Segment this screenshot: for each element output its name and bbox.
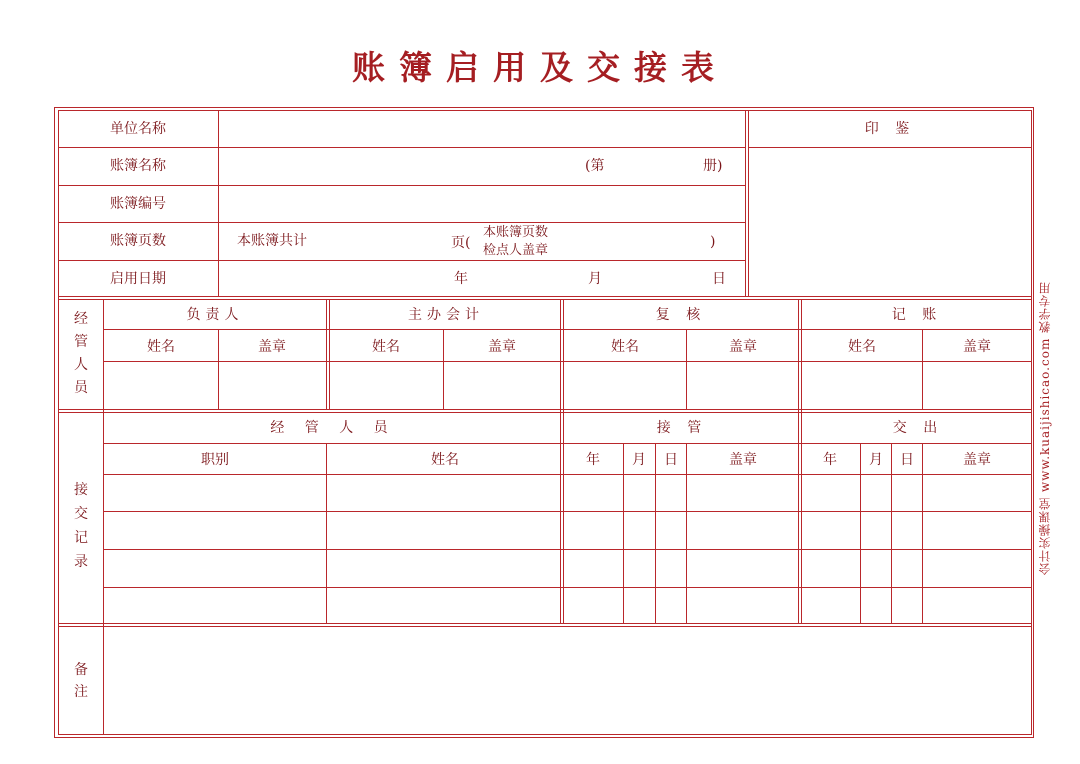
- grid-line: [748, 147, 1032, 148]
- side-char: 记: [74, 530, 88, 546]
- grid-line: [1031, 110, 1032, 735]
- grid-line: [798, 299, 799, 623]
- grid-line: [922, 329, 923, 409]
- start-date-year: 年: [454, 271, 468, 287]
- group-header-reviewer: 复 核: [655, 307, 707, 323]
- side-char: 交: [74, 506, 88, 522]
- group-header-chief-accountant: 主办会计: [408, 307, 484, 323]
- start-date-label: 启用日期: [110, 271, 166, 287]
- grid-line: [103, 299, 104, 735]
- manager-stamp-header: 盖章: [963, 339, 991, 355]
- side-char: 员: [74, 380, 88, 396]
- deliver-header: 交 出: [892, 420, 944, 436]
- grid-line: [218, 329, 219, 409]
- deliver-year-header: 年: [823, 452, 837, 468]
- book-volume-close: 册): [703, 158, 723, 174]
- book-pages-check-line1: 本账簿页数: [483, 225, 549, 240]
- side-char: 备: [74, 662, 88, 678]
- group-header-bookkeeper: 记 账: [891, 307, 943, 323]
- group-header-supervisor: 负责人: [186, 307, 244, 323]
- grid-line: [58, 409, 1032, 410]
- deliver-day-header: 日: [900, 452, 914, 468]
- side-char: 经: [74, 311, 88, 327]
- grid-line: [103, 443, 1032, 444]
- book-pages-check-line2: 检点人盖章: [483, 243, 549, 258]
- staff-header: 经 管 人 员: [270, 420, 396, 436]
- manager-name-header: 姓名: [611, 339, 639, 355]
- grid-line: [58, 296, 1032, 297]
- grid-line: [860, 443, 861, 623]
- book-name-label: 账簿名称: [110, 158, 166, 174]
- grid-line: [218, 110, 219, 296]
- grid-line: [686, 329, 687, 409]
- start-date-month: 月: [588, 271, 602, 287]
- manager-stamp-header: 盖章: [729, 339, 757, 355]
- grid-line: [655, 443, 656, 623]
- receive-header: 接 管: [656, 420, 708, 436]
- side-char: 人: [74, 357, 88, 373]
- grid-line: [329, 299, 330, 409]
- grid-line: [623, 443, 624, 623]
- grid-line: [58, 623, 1032, 624]
- grid-line: [103, 329, 1032, 330]
- side-char: 注: [74, 684, 88, 700]
- book-pages-label: 账簿页数: [110, 233, 166, 249]
- grid-line: [801, 299, 802, 623]
- grid-line: [326, 443, 327, 623]
- side-char: 管: [74, 334, 88, 350]
- grid-line: [58, 299, 1032, 300]
- book-pages-total: 本账簿共计: [237, 233, 307, 249]
- grid-line: [922, 443, 923, 623]
- grid-line: [103, 361, 1032, 362]
- receive-day-header: 日: [664, 452, 678, 468]
- grid-line: [58, 110, 1032, 111]
- seal-label: 印 鉴: [864, 121, 916, 137]
- book-volume-open: (第: [585, 158, 605, 174]
- grid-line: [58, 222, 746, 223]
- grid-line: [326, 299, 327, 409]
- manager-name-header: 姓名: [848, 339, 876, 355]
- grid-line: [103, 587, 1032, 588]
- grid-line: [58, 185, 746, 186]
- manager-stamp-header: 盖章: [488, 339, 516, 355]
- grid-line: [58, 110, 59, 735]
- grid-line: [443, 329, 444, 409]
- deliver-month-header: 月: [869, 452, 883, 468]
- grid-line: [745, 110, 746, 296]
- grid-line: [58, 734, 1032, 735]
- grid-line: [748, 110, 749, 296]
- handover-side-label: [73, 478, 89, 574]
- grid-line: [563, 299, 564, 623]
- grid-line: [58, 147, 746, 148]
- grid-line: [103, 511, 1032, 512]
- manager-stamp-header: 盖章: [258, 339, 286, 355]
- managers-side-label: [73, 308, 89, 400]
- handover-name-header: 姓名: [431, 452, 459, 468]
- page-title: 账簿启用及交接表: [352, 48, 728, 87]
- position-header: 职别: [201, 452, 229, 468]
- book-number-label: 账簿编号: [110, 196, 166, 212]
- side-char: 接: [74, 482, 88, 498]
- deliver-stamp-header: 盖章: [963, 452, 991, 468]
- book-pages-close: ): [710, 234, 716, 250]
- grid-line: [891, 443, 892, 623]
- side-watermark-text: 会计实操课堂 www.kuaijishicao.com 教学专用: [1038, 280, 1052, 575]
- side-char: 录: [74, 554, 88, 570]
- receive-month-header: 月: [632, 452, 646, 468]
- receive-stamp-header: 盖章: [729, 452, 757, 468]
- start-date-day: 日: [712, 271, 726, 287]
- unit-name-label: 单位名称: [110, 121, 166, 137]
- grid-line: [103, 474, 1032, 475]
- grid-line: [58, 626, 1032, 627]
- ledger-form-frame: [54, 107, 1034, 738]
- book-pages-unit: 页(: [451, 235, 471, 251]
- grid-line: [686, 443, 687, 623]
- remarks-side-label: [73, 659, 89, 703]
- grid-line: [58, 260, 746, 261]
- grid-line: [103, 549, 1032, 550]
- receive-year-header: 年: [586, 452, 600, 468]
- grid-line: [58, 412, 1032, 413]
- manager-name-header: 姓名: [372, 339, 400, 355]
- grid-line: [560, 299, 561, 623]
- manager-name-header: 姓名: [147, 339, 175, 355]
